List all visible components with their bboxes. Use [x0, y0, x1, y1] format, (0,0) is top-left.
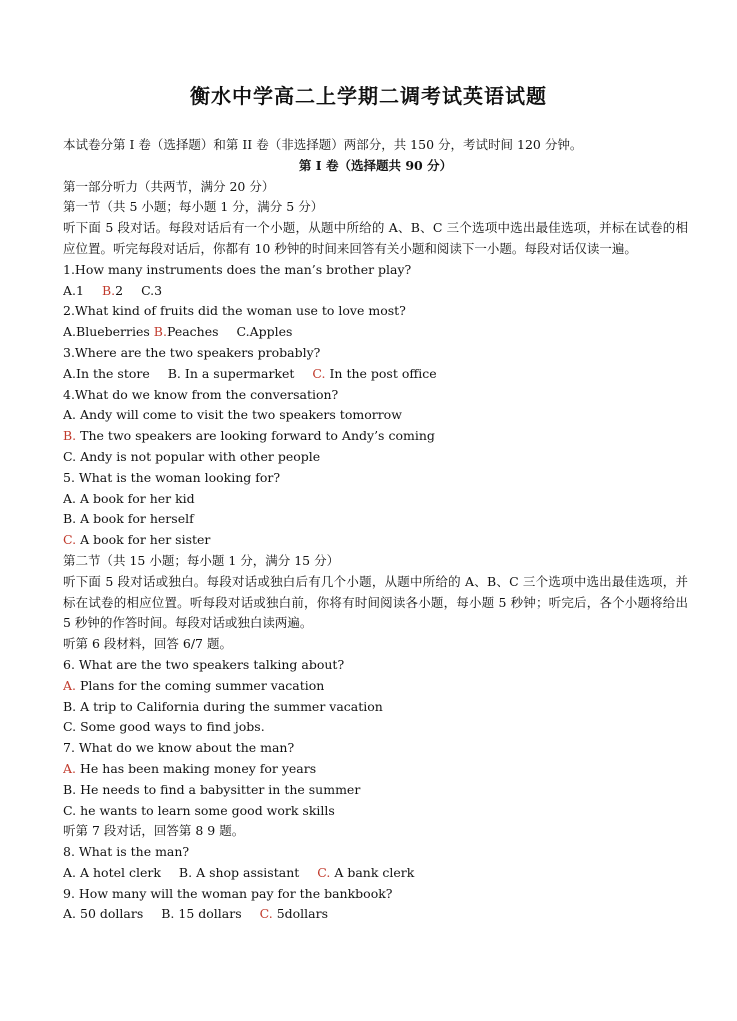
question-9-options: [63, 904, 688, 925]
page-title: 衡水中学高二上学期二调考试英语试题: [190, 84, 547, 108]
material6-heading: 听第 6 段材料，回答 6/7 题。: [63, 636, 232, 652]
option-9c-text: 5dollars: [276, 906, 329, 922]
option-7c-text: he wants to learn some good work skills: [80, 802, 335, 818]
question-6-stem: 6. What are the two speakers talking about?: [63, 656, 345, 672]
volume1-heading: 第 I 卷（选择题共 90 分）: [298, 157, 453, 173]
question-5-stem: 5. What is the woman looking for?: [63, 469, 281, 485]
option-6b-text: A trip to California during the summer vacation: [80, 698, 383, 714]
question-3-options: [63, 364, 688, 385]
option-7b: [63, 780, 688, 801]
option-2a-letter: A.: [63, 324, 77, 340]
option-6b: [63, 697, 688, 718]
option-7a-letter: A.: [63, 760, 77, 776]
question-8-stem: 8. What is the man?: [63, 844, 190, 860]
option-4a-text: Andy will come to visit the two speakers tomorrow: [80, 407, 402, 423]
question-2-stem: 2.What kind of fruits did the woman use to love most?: [63, 303, 406, 319]
question-9-stem: 9. How many will the woman pay for the bankbook?: [63, 885, 393, 901]
option-7a-text: He has been making money for years: [80, 760, 317, 776]
material7-heading: 听第 7 段对话，回答第 8 9 题。: [63, 823, 245, 839]
option-4c-letter: C.: [63, 448, 77, 464]
question-7-stem: 7. What do we know about the man?: [63, 740, 295, 756]
option-6b-letter: B.: [63, 698, 77, 714]
section1-instructions: 听下面 5 段对话。每段对话后有一个小题，从题中所给的 A、B、C 三个选项中选出最佳选项，并标在试卷的相应位置。听完每段对话后，你都有 10 秒钟的时间来回答有关小题和阅读下一小题。每段对话仅读一遍。: [63, 220, 688, 256]
question-8-options: [63, 863, 688, 884]
option-8a-text: A hotel clerk: [80, 864, 161, 880]
option-7a: [63, 759, 688, 780]
option-6c-letter: C.: [63, 719, 77, 735]
option-4c-text: Andy is not popular with other people: [80, 448, 321, 464]
section2-instructions: 听下面 5 段对话或独白。每段对话或独白后有几个小题，从题中所给的 A、B、C 三个选项中选出最佳选项，并标在试卷的相应位置。听每段对话或独白前，你将有时间阅读各小题，每小题 5 秒钟；听完后，各个小题将给出 5 秒钟的作答时间。每段对话或独白读两遍。: [63, 573, 688, 631]
question-4-stem: 4.What do we know from the conversation?: [63, 386, 339, 402]
option-8b-letter: B.: [178, 864, 193, 880]
option-5a-letter: A.: [63, 490, 77, 506]
option-2a-text: Blueberries: [76, 324, 150, 340]
intro-text: 本试卷分第 I 卷（选择题）和第 II 卷（非选择题）两部分，共 150 分，考试时间 120 分钟。: [63, 137, 583, 152]
option-2c-letter: C.: [236, 324, 250, 340]
option-7c: [63, 801, 688, 822]
option-3a-text: In the store: [76, 365, 150, 381]
option-4b-text: The two speakers are looking forward to Andy’s coming: [80, 428, 435, 444]
option-4a-letter: A.: [63, 407, 77, 423]
option-9c-letter: C.: [259, 906, 273, 922]
option-1b-text: 2: [115, 282, 124, 298]
option-6c: [63, 717, 688, 738]
option-1b-letter: B.: [101, 282, 116, 298]
exam-content: [63, 135, 688, 925]
option-4c: [63, 447, 688, 468]
option-5b-letter: B.: [63, 511, 77, 527]
question-1-stem: 1.How many instruments does the man’s brother play?: [63, 261, 412, 277]
option-6c-text: Some good ways to find jobs.: [80, 719, 265, 735]
option-5a-text: A book for her kid: [80, 490, 195, 506]
option-7b-letter: B.: [63, 781, 77, 797]
option-9a-text: 50 dollars: [80, 906, 144, 922]
option-7c-letter: C.: [63, 802, 77, 818]
question-2-options: [63, 322, 688, 343]
option-3a-letter: A.: [63, 365, 77, 381]
option-9a-letter: A.: [63, 906, 77, 922]
question-1-options: [63, 281, 688, 302]
option-2b-letter: B.: [153, 324, 167, 340]
option-4b-letter: B.: [63, 428, 77, 444]
option-8c-text: A bank clerk: [334, 864, 415, 880]
option-3c-letter: C.: [312, 365, 326, 381]
option-7b-text: He needs to find a babysitter in the summer: [80, 781, 361, 797]
option-5a: [63, 489, 688, 510]
option-8b-text: A shop assistant: [196, 864, 300, 880]
option-2b-text: Peaches: [166, 324, 219, 340]
option-2c-text: Apples: [249, 324, 293, 340]
option-1a-letter: A.: [63, 282, 77, 298]
option-1a-text: 1: [76, 282, 84, 298]
option-5b-text: A book for herself: [80, 511, 194, 527]
part1-heading: 第一部分听力（共两节，满分 20 分）: [63, 178, 275, 194]
option-3b-letter: B.: [167, 365, 181, 381]
option-4b: [63, 426, 688, 447]
option-8a-letter: A.: [63, 864, 77, 880]
option-5b: [63, 509, 688, 530]
option-1c-text: 3: [154, 282, 163, 298]
option-4a: [63, 405, 688, 426]
option-9b-letter: B.: [161, 906, 175, 922]
option-6a: [63, 676, 688, 697]
option-8c-letter: C.: [317, 864, 331, 880]
option-5c-text: A book for her sister: [80, 532, 211, 548]
option-6a-letter: A.: [63, 677, 77, 693]
option-5c-letter: C.: [63, 532, 77, 548]
option-5c: [63, 530, 688, 551]
option-3c-text: In the post office: [329, 365, 437, 381]
section1-heading: 第一节（共 5 小题；每小题 1 分，满分 5 分）: [63, 199, 324, 215]
option-6a-text: Plans for the coming summer vacation: [80, 677, 325, 693]
option-9b-text: 15 dollars: [178, 906, 242, 922]
option-3b-text: In a supermarket: [184, 365, 295, 381]
option-1c-letter: C.: [141, 282, 155, 298]
question-3-stem: 3.Where are the two speakers probably?: [63, 344, 321, 360]
section2-heading: 第二节（共 15 小题；每小题 1 分，满分 15 分）: [63, 552, 340, 568]
